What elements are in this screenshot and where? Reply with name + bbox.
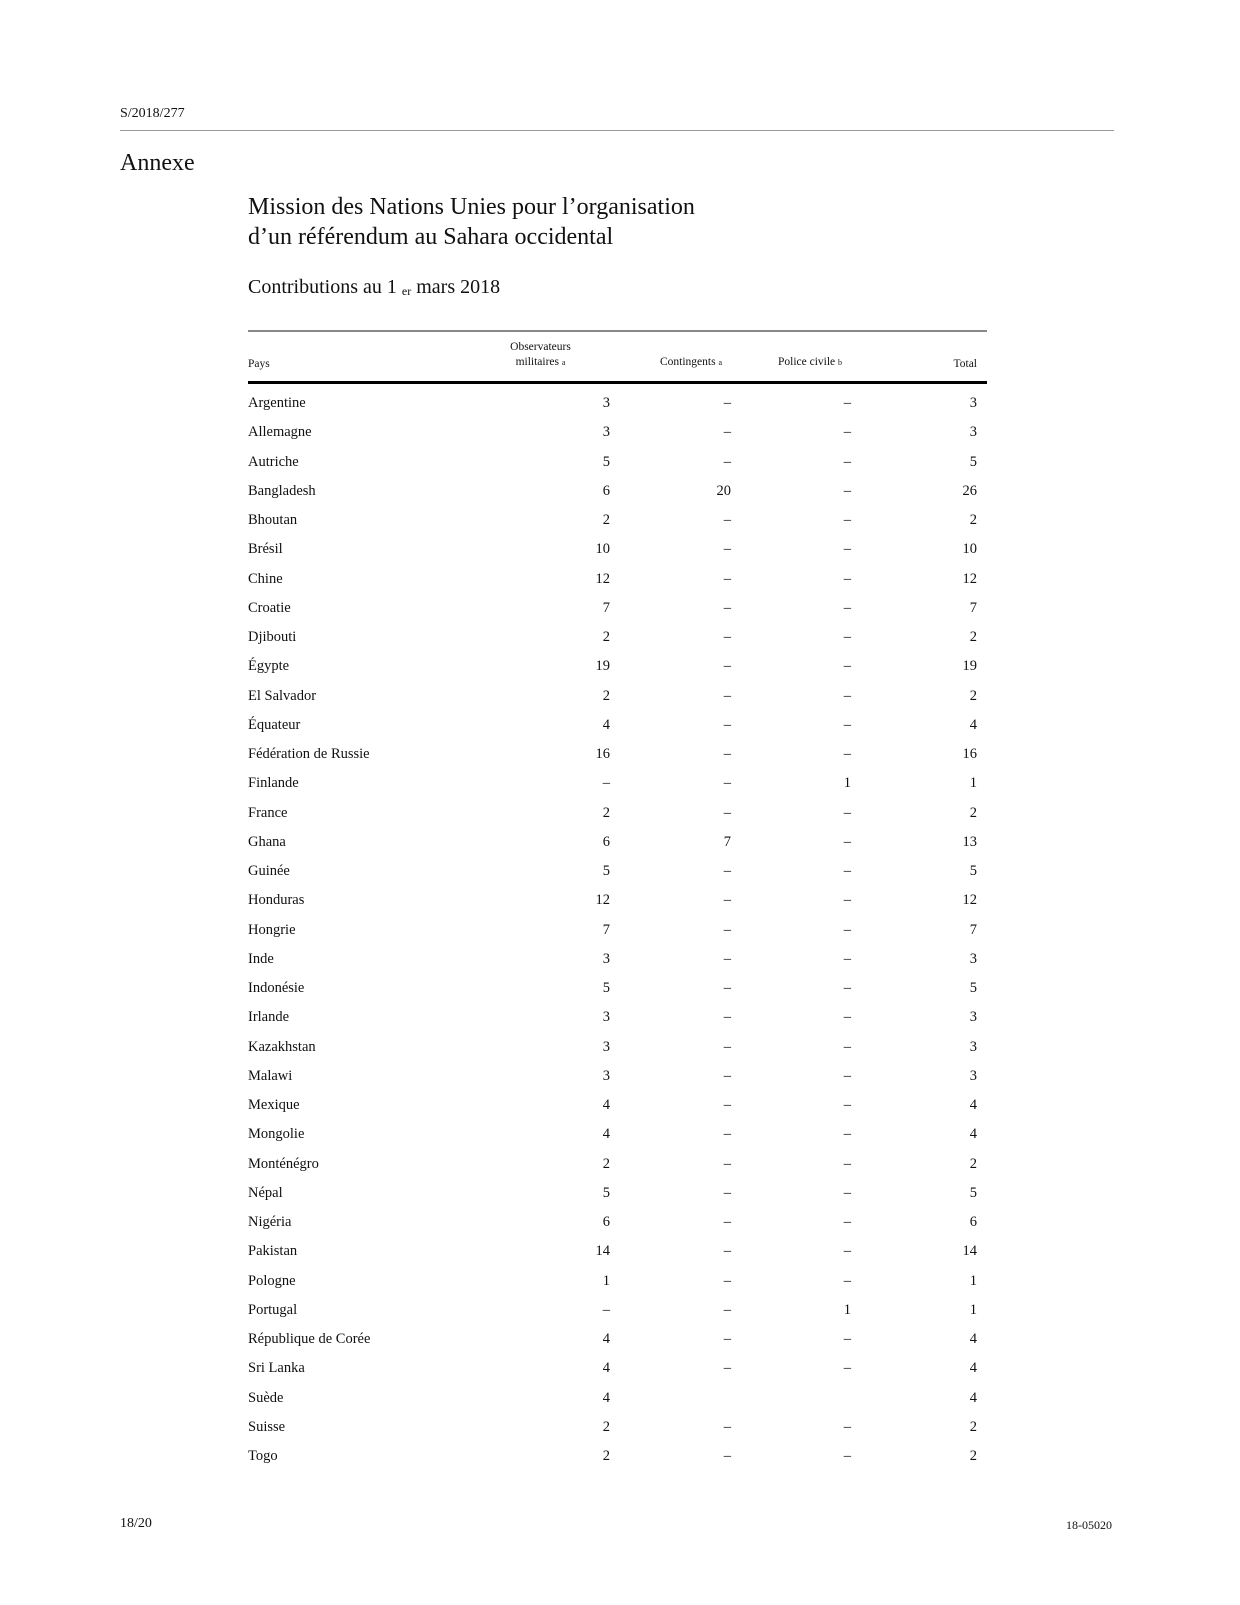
mission-title-line-2: d’un référendum au Sahara occidental bbox=[248, 224, 614, 250]
table-row bbox=[248, 775, 987, 804]
cell-police: – bbox=[843, 716, 851, 733]
cell-country: Nigéria bbox=[248, 1214, 292, 1230]
cell-contingents: – bbox=[723, 1184, 731, 1201]
header-observateurs-note: a bbox=[561, 358, 566, 367]
cell-contingents: – bbox=[723, 716, 731, 733]
cell-police: – bbox=[843, 1418, 851, 1435]
cell-observateurs: 4 bbox=[602, 1126, 610, 1143]
cell-country: Népal bbox=[248, 1184, 283, 1201]
cell-country: Portugal bbox=[248, 1301, 298, 1318]
cell-contingents: – bbox=[723, 1301, 731, 1318]
cell-police: – bbox=[843, 1214, 851, 1230]
cell-country: Mexique bbox=[248, 1097, 300, 1113]
cell-country: Indonésie bbox=[248, 980, 305, 996]
table-row bbox=[248, 658, 987, 687]
cell-contingents: – bbox=[723, 921, 731, 938]
cell-total: 1 bbox=[969, 1272, 977, 1289]
cell-total: 3 bbox=[969, 950, 977, 967]
header-total: Total bbox=[953, 358, 977, 370]
cell-contingents: 7 bbox=[723, 833, 731, 850]
cell-total: 7 bbox=[969, 599, 977, 616]
cell-total: 12 bbox=[962, 892, 977, 909]
cell-total: 5 bbox=[969, 1184, 977, 1201]
cell-total: 3 bbox=[969, 1067, 977, 1084]
header-police-text: Police civile bbox=[778, 356, 836, 368]
cell-contingents: – bbox=[723, 1331, 731, 1347]
cell-police: – bbox=[843, 541, 851, 558]
cell-contingents: – bbox=[723, 1243, 731, 1260]
table-top-rule bbox=[248, 330, 987, 332]
cell-total: 5 bbox=[969, 453, 977, 470]
cell-police: – bbox=[843, 1272, 851, 1289]
cell-country: République de Corée bbox=[248, 1331, 371, 1347]
cell-police: – bbox=[843, 863, 851, 879]
cell-police: – bbox=[843, 921, 851, 938]
cell-country: Chine bbox=[248, 570, 283, 587]
cell-contingents: – bbox=[723, 570, 731, 587]
header-observateurs-line2 bbox=[488, 355, 593, 370]
cell-contingents: – bbox=[723, 424, 731, 441]
cell-country: Bangladesh bbox=[248, 482, 316, 499]
cell-total: 19 bbox=[962, 658, 977, 675]
cell-total: 2 bbox=[969, 1155, 977, 1172]
cell-contingents: – bbox=[723, 746, 731, 762]
cell-country: Équateur bbox=[248, 716, 301, 733]
cell-observateurs: 2 bbox=[602, 512, 610, 528]
cell-country: Honduras bbox=[248, 892, 305, 909]
cell-country: Inde bbox=[248, 950, 274, 967]
table-row bbox=[248, 951, 987, 980]
subtitle bbox=[248, 276, 500, 299]
cell-contingents: – bbox=[723, 687, 731, 704]
cell-country: Suisse bbox=[248, 1418, 286, 1435]
cell-observateurs: 19 bbox=[595, 658, 610, 675]
table-row bbox=[248, 1331, 987, 1360]
table-row bbox=[248, 1039, 987, 1068]
table-row bbox=[248, 454, 987, 483]
cell-total: 1 bbox=[969, 1301, 977, 1318]
table-row bbox=[248, 483, 987, 512]
cell-contingents: – bbox=[723, 950, 731, 967]
cell-country: Bhoutan bbox=[248, 512, 298, 528]
header-observateurs-line1: Observateurs bbox=[510, 341, 571, 353]
header-contingents bbox=[660, 356, 722, 368]
table-row bbox=[248, 1302, 987, 1331]
header-rule bbox=[120, 130, 1114, 131]
cell-contingents: – bbox=[723, 395, 731, 411]
cell-total: 3 bbox=[969, 1009, 977, 1026]
cell-observateurs: 4 bbox=[602, 1097, 610, 1113]
cell-observateurs: 14 bbox=[595, 1243, 610, 1260]
cell-total: 2 bbox=[969, 1418, 977, 1435]
cell-contingents: – bbox=[723, 1097, 731, 1113]
cell-observateurs: – bbox=[602, 775, 610, 792]
cell-observateurs: 3 bbox=[602, 950, 610, 967]
cell-police: – bbox=[843, 1097, 851, 1113]
cell-contingents: – bbox=[723, 1448, 731, 1464]
cell-observateurs: 12 bbox=[595, 570, 610, 587]
cell-total: 4 bbox=[969, 1126, 977, 1143]
cell-contingents: – bbox=[723, 1009, 731, 1026]
cell-police: – bbox=[843, 512, 851, 528]
subtitle-before: Contributions au 1 bbox=[248, 276, 402, 298]
table-row bbox=[248, 805, 987, 834]
cell-police: – bbox=[843, 1448, 851, 1464]
cell-total: 2 bbox=[969, 804, 977, 821]
cell-total: 13 bbox=[962, 833, 977, 850]
cell-observateurs: 2 bbox=[602, 1448, 610, 1464]
table-row bbox=[248, 892, 987, 921]
cell-observateurs: 4 bbox=[602, 716, 610, 733]
cell-total: 3 bbox=[969, 395, 977, 411]
cell-observateurs: 2 bbox=[602, 804, 610, 821]
cell-police: – bbox=[843, 1331, 851, 1347]
cell-contingents: – bbox=[723, 892, 731, 909]
cell-police: – bbox=[843, 1009, 851, 1026]
cell-country: Pologne bbox=[248, 1272, 296, 1289]
cell-contingents: – bbox=[723, 512, 731, 528]
table-row bbox=[248, 571, 987, 600]
header-police-note: b bbox=[838, 358, 843, 367]
table-row bbox=[248, 746, 987, 775]
cell-country: Ghana bbox=[248, 833, 286, 850]
cell-observateurs: 3 bbox=[602, 1067, 610, 1084]
cell-police: – bbox=[843, 1155, 851, 1172]
cell-total: 3 bbox=[969, 1038, 977, 1055]
cell-police: – bbox=[843, 980, 851, 996]
cell-country: Guinée bbox=[248, 863, 290, 879]
cell-police: – bbox=[843, 687, 851, 704]
cell-total: 4 bbox=[969, 1331, 977, 1347]
cell-police: – bbox=[843, 833, 851, 850]
cell-observateurs: 2 bbox=[602, 687, 610, 704]
cell-police: – bbox=[843, 746, 851, 762]
header-observateurs bbox=[488, 340, 593, 370]
cell-police: – bbox=[843, 804, 851, 821]
cell-observateurs: 4 bbox=[602, 1389, 610, 1406]
cell-observateurs: – bbox=[602, 1301, 610, 1318]
cell-police: – bbox=[843, 1184, 851, 1201]
cell-observateurs: 3 bbox=[602, 1009, 610, 1026]
cell-total: 2 bbox=[969, 512, 977, 528]
cell-country: Kazakhstan bbox=[248, 1038, 316, 1055]
cell-contingents: – bbox=[723, 804, 731, 821]
cell-contingents: – bbox=[723, 1155, 731, 1172]
cell-total: 2 bbox=[969, 629, 977, 645]
cell-contingents: – bbox=[723, 1126, 731, 1143]
cell-observateurs: 1 bbox=[602, 1272, 610, 1289]
cell-contingents: 20 bbox=[716, 482, 731, 499]
table-row bbox=[248, 1126, 987, 1155]
cell-observateurs: 7 bbox=[602, 599, 610, 616]
cell-contingents: – bbox=[723, 1067, 731, 1084]
cell-country: Argentine bbox=[248, 395, 306, 411]
cell-total: 4 bbox=[969, 1360, 977, 1377]
cell-total: 6 bbox=[969, 1214, 977, 1230]
cell-country: Irlande bbox=[248, 1009, 290, 1026]
cell-country: El Salvador bbox=[248, 687, 317, 704]
table-row bbox=[248, 395, 987, 424]
header-observateurs-line2-text: militaires bbox=[515, 356, 559, 368]
cell-total: 4 bbox=[969, 716, 977, 733]
cell-total: 1 bbox=[969, 775, 977, 792]
cell-observateurs: 4 bbox=[602, 1331, 610, 1347]
cell-total: 2 bbox=[969, 1448, 977, 1464]
cell-police: – bbox=[843, 1360, 851, 1377]
cell-country: France bbox=[248, 804, 288, 821]
table-row bbox=[248, 1185, 987, 1214]
table-row bbox=[248, 1214, 987, 1243]
cell-contingents: – bbox=[723, 980, 731, 996]
cell-observateurs: 10 bbox=[595, 541, 610, 558]
cell-observateurs: 5 bbox=[602, 1184, 610, 1201]
cell-police: – bbox=[843, 1067, 851, 1084]
subtitle-sup: er bbox=[401, 284, 412, 298]
cell-country: Autriche bbox=[248, 453, 299, 470]
cell-total: 4 bbox=[969, 1097, 977, 1113]
table-row bbox=[248, 1273, 987, 1302]
cell-country: Togo bbox=[248, 1448, 278, 1464]
cell-contingents: – bbox=[723, 863, 731, 879]
cell-police: 1 bbox=[843, 775, 851, 792]
page-number: 18/20 bbox=[120, 1516, 152, 1531]
cell-total: 3 bbox=[969, 424, 977, 441]
cell-country: Finlande bbox=[248, 775, 299, 792]
cell-contingents: – bbox=[723, 1272, 731, 1289]
cell-country: Croatie bbox=[248, 599, 291, 616]
cell-country: Mongolie bbox=[248, 1126, 305, 1143]
table-row bbox=[248, 1419, 987, 1448]
cell-police: – bbox=[843, 599, 851, 616]
table-row bbox=[248, 1068, 987, 1097]
cell-contingents: – bbox=[723, 629, 731, 645]
table-row bbox=[248, 863, 987, 892]
table-row bbox=[248, 1448, 987, 1477]
cell-country: Égypte bbox=[248, 658, 290, 675]
table-row bbox=[248, 512, 987, 541]
cell-contingents: – bbox=[723, 1038, 731, 1055]
table-header-rule bbox=[248, 381, 987, 384]
table-row bbox=[248, 1156, 987, 1185]
cell-contingents: – bbox=[723, 453, 731, 470]
cell-total: 14 bbox=[962, 1243, 977, 1260]
table-row bbox=[248, 1009, 987, 1038]
table-row bbox=[248, 688, 987, 717]
cell-police: – bbox=[843, 892, 851, 909]
header-contingents-note: a bbox=[718, 358, 723, 367]
document-number: 18-05020 bbox=[1066, 1518, 1112, 1532]
cell-country: Djibouti bbox=[248, 629, 297, 645]
cell-police: – bbox=[843, 482, 851, 499]
cell-observateurs: 3 bbox=[602, 424, 610, 441]
cell-police: – bbox=[843, 570, 851, 587]
cell-country: Allemagne bbox=[248, 424, 312, 441]
cell-police: – bbox=[843, 1038, 851, 1055]
cell-observateurs: 5 bbox=[602, 453, 610, 470]
cell-total: 26 bbox=[962, 482, 977, 499]
cell-contingents: – bbox=[723, 775, 731, 792]
table-row bbox=[248, 717, 987, 746]
cell-observateurs: 7 bbox=[602, 921, 610, 938]
cell-country: Brésil bbox=[248, 541, 283, 558]
cell-observateurs: 12 bbox=[595, 892, 610, 909]
table-row bbox=[248, 922, 987, 951]
cell-observateurs: 3 bbox=[602, 395, 610, 411]
cell-contingents: – bbox=[723, 658, 731, 675]
cell-contingents: – bbox=[723, 541, 731, 558]
cell-observateurs: 6 bbox=[602, 482, 610, 499]
cell-police: – bbox=[843, 395, 851, 411]
cell-observateurs: 6 bbox=[602, 1214, 610, 1230]
cell-total: 5 bbox=[969, 863, 977, 879]
cell-observateurs: 16 bbox=[595, 746, 610, 762]
cell-observateurs: 2 bbox=[602, 1418, 610, 1435]
cell-country: Malawi bbox=[248, 1067, 293, 1084]
cell-contingents: – bbox=[723, 1360, 731, 1377]
cell-observateurs: 5 bbox=[602, 863, 610, 879]
header-police-civile bbox=[778, 356, 842, 368]
table-row bbox=[248, 1243, 987, 1272]
cell-total: 16 bbox=[962, 746, 977, 762]
cell-country: Suède bbox=[248, 1389, 284, 1406]
table-header bbox=[248, 338, 987, 378]
table-row bbox=[248, 980, 987, 1009]
table-row bbox=[248, 1360, 987, 1389]
table-row bbox=[248, 541, 987, 570]
cell-observateurs: 5 bbox=[602, 980, 610, 996]
cell-country: Sri Lanka bbox=[248, 1360, 305, 1377]
cell-observateurs: 2 bbox=[602, 1155, 610, 1172]
cell-total: 4 bbox=[969, 1389, 977, 1406]
header-pays: Pays bbox=[248, 358, 270, 370]
table-row bbox=[248, 600, 987, 629]
cell-police: – bbox=[843, 1126, 851, 1143]
cell-total: 10 bbox=[962, 541, 977, 558]
cell-police: – bbox=[843, 658, 851, 675]
table-row bbox=[248, 424, 987, 453]
cell-observateurs: 2 bbox=[602, 629, 610, 645]
annex-title: Annexe bbox=[120, 150, 195, 176]
table-row bbox=[248, 1097, 987, 1126]
cell-total: 5 bbox=[969, 980, 977, 996]
table-row bbox=[248, 629, 987, 658]
cell-total: 12 bbox=[962, 570, 977, 587]
cell-police: 1 bbox=[843, 1301, 851, 1318]
header-contingents-text: Contingents bbox=[660, 356, 716, 368]
cell-contingents: – bbox=[723, 1418, 731, 1435]
cell-police: – bbox=[843, 1243, 851, 1260]
cell-country: Fédération de Russie bbox=[248, 746, 370, 762]
cell-observateurs: 6 bbox=[602, 833, 610, 850]
table-row bbox=[248, 1390, 987, 1419]
mission-title bbox=[248, 192, 695, 252]
table-body bbox=[248, 395, 987, 1477]
document-symbol: S/2018/277 bbox=[120, 106, 185, 121]
cell-observateurs: 3 bbox=[602, 1038, 610, 1055]
mission-title-line-1: Mission des Nations Unies pour l’organisation bbox=[248, 194, 695, 220]
cell-country: Hongrie bbox=[248, 921, 296, 938]
cell-country: Monténégro bbox=[248, 1155, 319, 1172]
cell-police: – bbox=[843, 629, 851, 645]
table-row bbox=[248, 834, 987, 863]
cell-contingents: – bbox=[723, 599, 731, 616]
cell-police: – bbox=[843, 424, 851, 441]
subtitle-after: mars 2018 bbox=[411, 276, 501, 298]
cell-observateurs: 4 bbox=[602, 1360, 610, 1377]
cell-country: Pakistan bbox=[248, 1243, 298, 1260]
cell-police: – bbox=[843, 950, 851, 967]
cell-contingents: – bbox=[723, 1214, 731, 1230]
cell-total: 2 bbox=[969, 687, 977, 704]
cell-police: – bbox=[843, 453, 851, 470]
cell-total: 7 bbox=[969, 921, 977, 938]
